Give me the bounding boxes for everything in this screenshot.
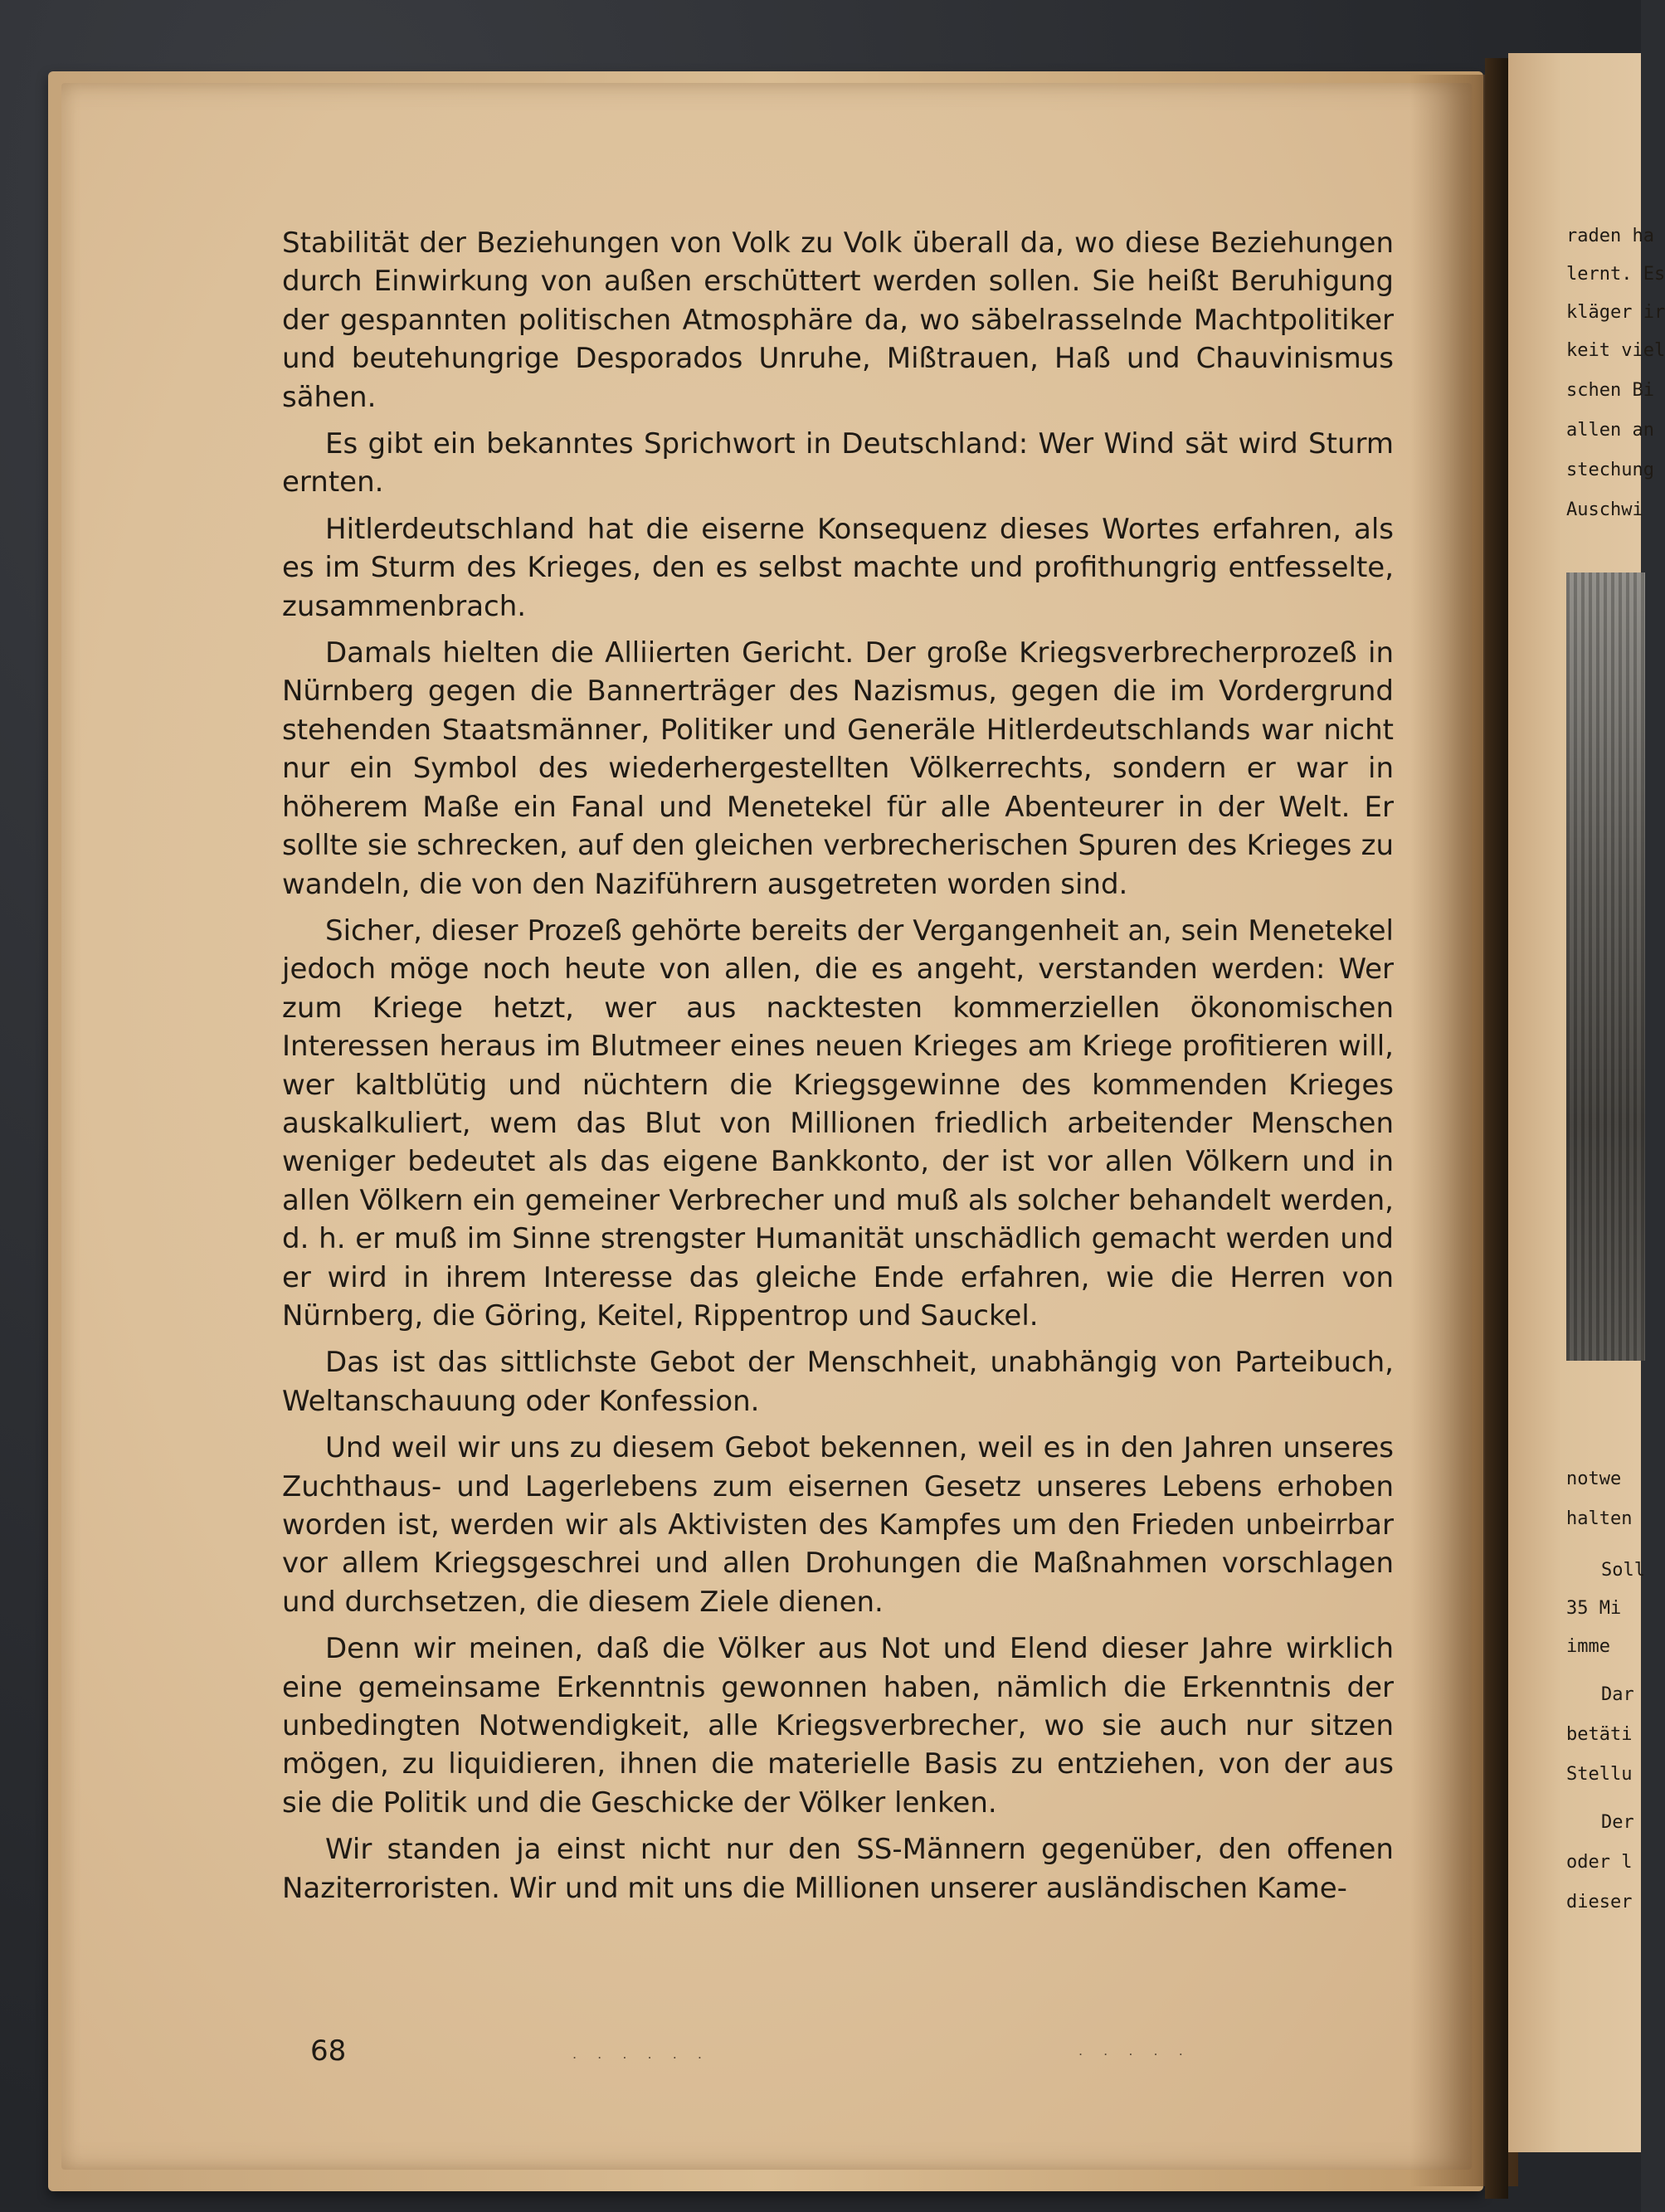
- paragraph-6: Das ist das sittlichste Gebot der Menschheit, unabhängig von Parteibuch, Weltanschauung oder Konfession.: [282, 1346, 1394, 1418]
- right-page-fragment: lernt. Es: [1566, 264, 1665, 285]
- paragraph-8: Denn wir meinen, daß die Völker aus Not und Elend dieser Jahre wirklich eine gemeinsame Erkenntnis gewonnen haben, nämlich die Erkenntnis der unbedingten Notwendigkeit, alle Kriegsverbrecher, wo sie auch nur sitzen mögen, zu liquidieren, ihnen die materielle Basis zu entziehen, von der aus sie die Politik und die Geschicke der Völker lenken.: [282, 1632, 1394, 1820]
- right-page-fragment: Soll: [1601, 1560, 1645, 1581]
- paragraph-4: Damals hielten die Alliierten Gericht. Der große Kriegsverbrecherprozeß in Nürnberg gegen die Bannerträger des Nazismus, gegen die im Vordergrund stehenden Staatsmänner, Politiker und Generäle Hitlerdeutschlands war nicht nur ein Symbol des wiederhergestellten Völkerrechts, sondern er war in höherem Maße ein Fanal und Menetekel für alle Abenteurer in der Welt. Er sollte sie schrecken, auf den gleichen verbrecherischen Spuren des Krieges zu wandeln, die von den Naziführern ausgetreten worden sind.: [282, 636, 1394, 901]
- right-page-fragment: Der: [1601, 1812, 1634, 1833]
- right-page-fragment: schen Bi: [1566, 380, 1654, 401]
- paragraph-9: Wir standen ja einst nicht nur den SS-Männern gegenüber, den offenen Naziterroristen. Wir und mit uns die Millionen unserer ausländischen Kame-: [282, 1833, 1394, 1905]
- paragraph-2: Es gibt ein bekanntes Sprichwort in Deutschland: Wer Wind sät wird Sturm ernten.: [282, 427, 1394, 499]
- page-number: 68: [310, 2034, 347, 2068]
- paragraph-5: Sicher, dieser Prozeß gehörte bereits der Vergangenheit an, sein Menetekel jedoch möge noch heute von allen, die es angeht, verstanden werden: Wer zum Kriege hetzt, wer aus nacktesten kommerziellen ökonomischen Interessen heraus im Blutmeer eines neuen Krieges am Kriege profitieren will, wer kaltblütig und nüchtern die Kriegsgewinne des kommenden Krieges auskalkuliert, wem das Blut von Millionen friedlich arbeitender Menschen weniger bedeutet als das eigene Bankkonto, der ist vor allen Völkern und in allen Völkern ein gemeiner Verbrecher und muß als solcher behandelt werden, d. h. er muß im Sinne strengster Humanität unschädlich gemacht werden und er wird in ihrem Interesse das gleiche Ende erfahren, wie die Herren von Nürnberg, die Göring, Keitel, Rippentrop und Sauckel.: [282, 914, 1394, 1333]
- right-page-fragment: allen an: [1566, 420, 1654, 441]
- right-page-fragment: betäti: [1566, 1724, 1633, 1745]
- right-page-fragment: keit viel: [1566, 340, 1665, 361]
- right-page-fragment: Stellu: [1566, 1764, 1633, 1785]
- right-page-fragment: Dar: [1601, 1684, 1634, 1705]
- right-page-fragment: imme: [1566, 1636, 1610, 1657]
- right-page-fragment: kläger ir: [1566, 302, 1665, 323]
- main-text-block: [282, 224, 1394, 1916]
- print-specks: . . . . . .: [572, 2046, 710, 2062]
- right-page-fragment: 35 Mi: [1566, 1598, 1622, 1619]
- print-specks: . . . . .: [1078, 2043, 1191, 2059]
- paragraph-1: Stabilität der Beziehungen von Volk zu Volk überall da, wo diese Beziehungen durch Einwirkung von außen erschüttert werden sollen. Sie heißt Beruhigung der gespannten politischen Atmosphäre da, wo säbelrasselnde Machtpolitiker und beutehungrige Desporados Unruhe, Mißtrauen, Haß und Chauvinismus sähen.: [282, 227, 1394, 414]
- right-page-fragment: notwe: [1566, 1469, 1622, 1489]
- right-page-photo: [1566, 572, 1645, 1361]
- book-binding: [1485, 58, 1508, 2199]
- right-page-fragment: Auschwi: [1566, 499, 1643, 520]
- right-page-fragment: raden ha: [1566, 226, 1654, 246]
- right-page-fragment: dieser: [1566, 1892, 1633, 1912]
- right-page-fragment: oder l: [1566, 1852, 1633, 1873]
- right-page-fragment: halten: [1566, 1508, 1633, 1529]
- right-page-fragment: stechung: [1566, 460, 1654, 480]
- paragraph-3: Hitlerdeutschland hat die eiserne Konsequenz dieses Wortes erfahren, als es im Sturm des Krieges, den es selbst machte und profithungrig entfesselte, zusammenbrach.: [282, 512, 1394, 623]
- paragraph-7: Und weil wir uns zu diesem Gebot bekennen, weil es in den Jahren unseres Zuchthaus- und Lagerlebens zum eisernen Gesetz unseres Lebens erhoben worden ist, werden wir als Aktivisten des Kampfes um den Frieden unbeirrbar vor allem Kriegsgeschrei und allen Drohungen die Maßnahmen vorschlagen und durchsetzen, die diesem Ziele dienen.: [282, 1431, 1394, 1619]
